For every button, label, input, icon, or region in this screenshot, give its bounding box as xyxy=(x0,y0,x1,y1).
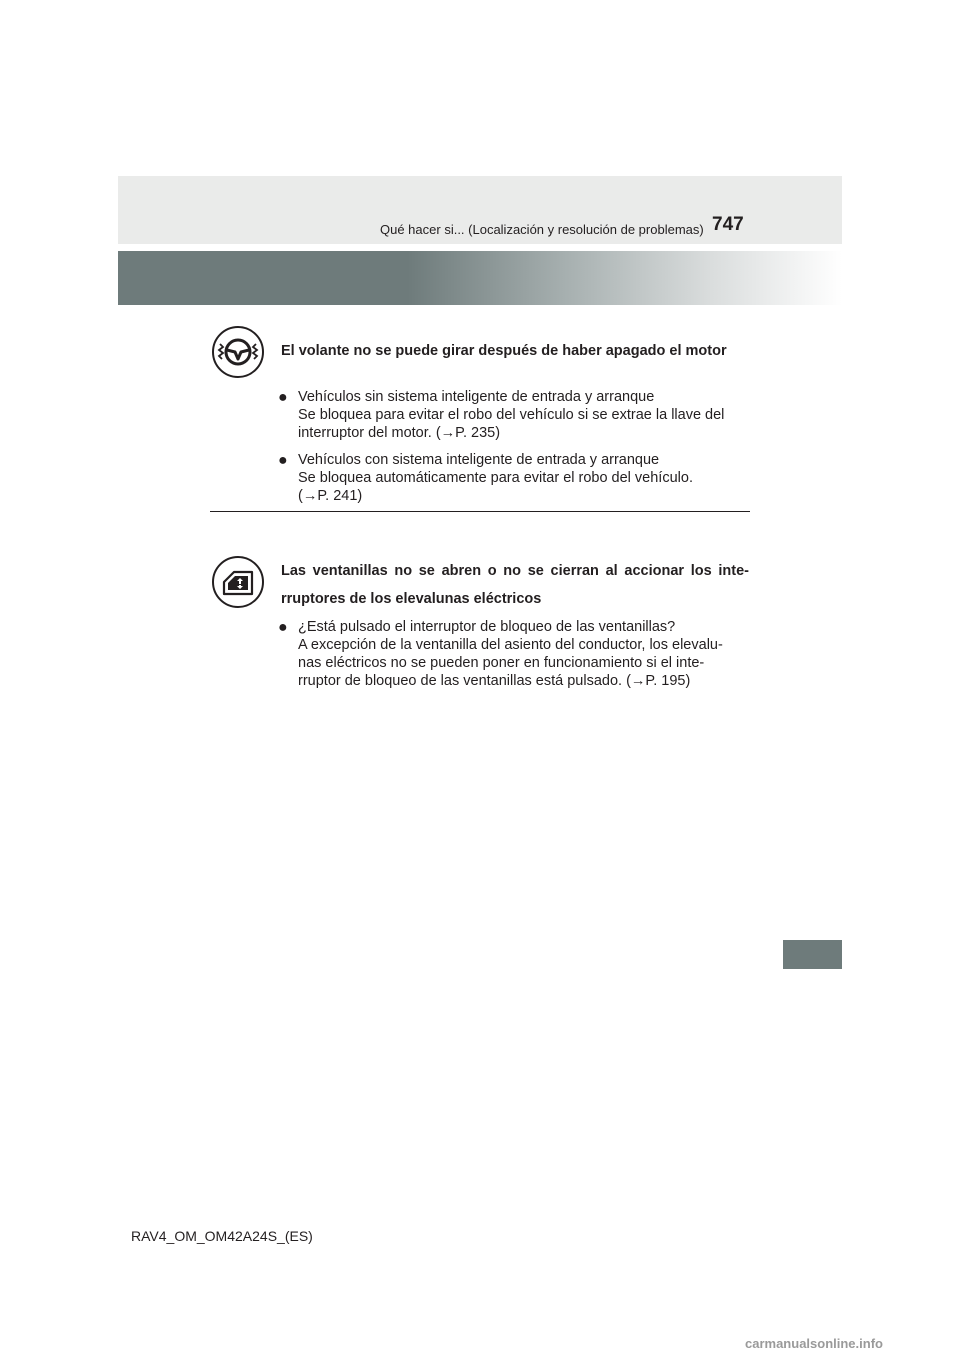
item-line: Vehículos con sistema inteligente de entrada y arranque xyxy=(298,452,660,468)
bullet-icon: ● xyxy=(278,389,288,406)
steering-lock-icon xyxy=(212,326,264,378)
item-line: interruptor del motor. (→P. 235) xyxy=(298,425,501,441)
document-footer-code: RAV4_OM_OM42A24S_(ES) xyxy=(131,1228,313,1244)
section-heading-steering: El volante no se puede girar después de haber apagado el motor xyxy=(281,343,727,359)
bullet-icon: ● xyxy=(278,452,288,469)
item-line: nas eléctricos no se pueden poner en funcionamiento si el inte- xyxy=(298,655,705,671)
power-window-icon xyxy=(212,556,264,608)
chapter-gradient-bar xyxy=(118,251,842,305)
item-line: (→P. 241) xyxy=(298,488,363,504)
item-line: rruptor de bloqueo de las ventanillas está pulsado. (→P. 195) xyxy=(298,673,691,689)
item-line: Vehículos sin sistema inteligente de entrada y arranque xyxy=(298,389,655,405)
watermark-link[interactable]: carmanualsonline.info xyxy=(745,1336,883,1351)
header-title: Qué hacer si... (Localización y resolución de problemas) xyxy=(380,222,704,237)
item-line: A excepción de la ventanilla del asiento del conductor, los elevalu- xyxy=(298,637,723,653)
item-line: Se bloquea para evitar el robo del vehículo si se extrae la llave del xyxy=(298,407,725,423)
section-heading-windows: Las ventanillas no se abren o no se cierran al accionar los inte- rruptores de los elevalunas eléctricos xyxy=(281,563,749,607)
chapter-side-tab xyxy=(783,940,842,969)
item-line: ¿Está pulsado el interruptor de bloqueo de las ventanillas? xyxy=(298,619,676,635)
bullet-icon: ● xyxy=(278,619,288,636)
item-line: Se bloquea automáticamente para evitar el robo del vehículo. xyxy=(298,470,693,486)
page-number: 747 xyxy=(712,214,744,235)
list-item xyxy=(280,451,750,505)
section-divider xyxy=(210,511,750,512)
list-item xyxy=(280,388,750,442)
list-item xyxy=(280,618,750,690)
